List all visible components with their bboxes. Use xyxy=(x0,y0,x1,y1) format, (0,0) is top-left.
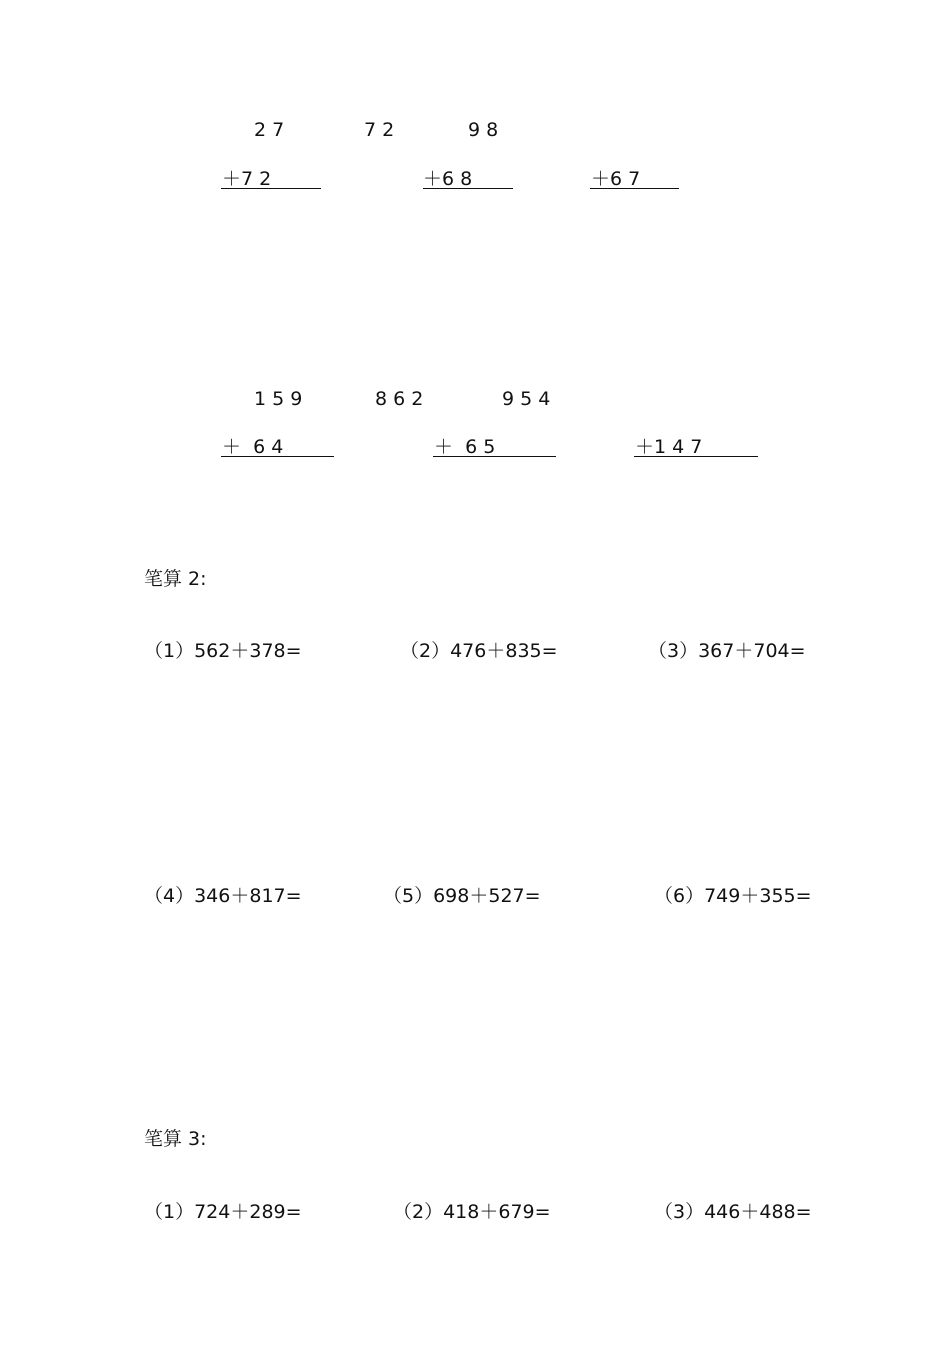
section2-problem-3: （3）367＋704= xyxy=(648,640,806,662)
vertical-row1-top-2: 7 2 xyxy=(364,119,395,141)
section2-problem-1: （1）562＋378= xyxy=(144,640,302,662)
vertical-row2-bottom-3: ＋1 4 7 xyxy=(635,436,703,458)
section2-problem-4: （4）346＋817= xyxy=(144,885,302,907)
vertical-row2-top-1: 1 5 9 xyxy=(254,388,303,410)
vertical-row2-answer-line-2 xyxy=(433,456,556,457)
vertical-row1-answer-line-1 xyxy=(221,188,321,189)
section2-problem-6: （6）749＋355= xyxy=(654,885,812,907)
vertical-row1-top-1: 2 7 xyxy=(254,119,285,141)
vertical-row1-bottom-3: ＋6 7 xyxy=(591,168,641,190)
vertical-row2-bottom-1: ＋ 6 4 xyxy=(222,436,284,458)
vertical-row1-answer-line-3 xyxy=(590,188,679,189)
vertical-row2-answer-line-1 xyxy=(221,456,334,457)
vertical-row1-bottom-1: ＋7 2 xyxy=(222,168,272,190)
section2-heading: 笔算 2: xyxy=(144,568,207,590)
section3-problem-3: （3）446＋488= xyxy=(654,1201,812,1223)
vertical-row2-answer-line-3 xyxy=(634,456,758,457)
section3-heading: 笔算 3: xyxy=(144,1128,207,1150)
section2-problem-2: （2）476＋835= xyxy=(400,640,558,662)
vertical-row2-top-2: 8 6 2 xyxy=(375,388,424,410)
section3-problem-1: （1）724＋289= xyxy=(144,1201,302,1223)
vertical-row1-bottom-2: ＋6 8 xyxy=(423,168,473,190)
section3-problem-2: （2）418＋679= xyxy=(393,1201,551,1223)
vertical-row1-answer-line-2 xyxy=(423,188,513,189)
vertical-row2-bottom-2: ＋ 6 5 xyxy=(434,436,496,458)
vertical-row1-top-3: 9 8 xyxy=(468,119,499,141)
section2-problem-5: （5）698＋527= xyxy=(383,885,541,907)
vertical-row2-top-3: 9 5 4 xyxy=(502,388,551,410)
